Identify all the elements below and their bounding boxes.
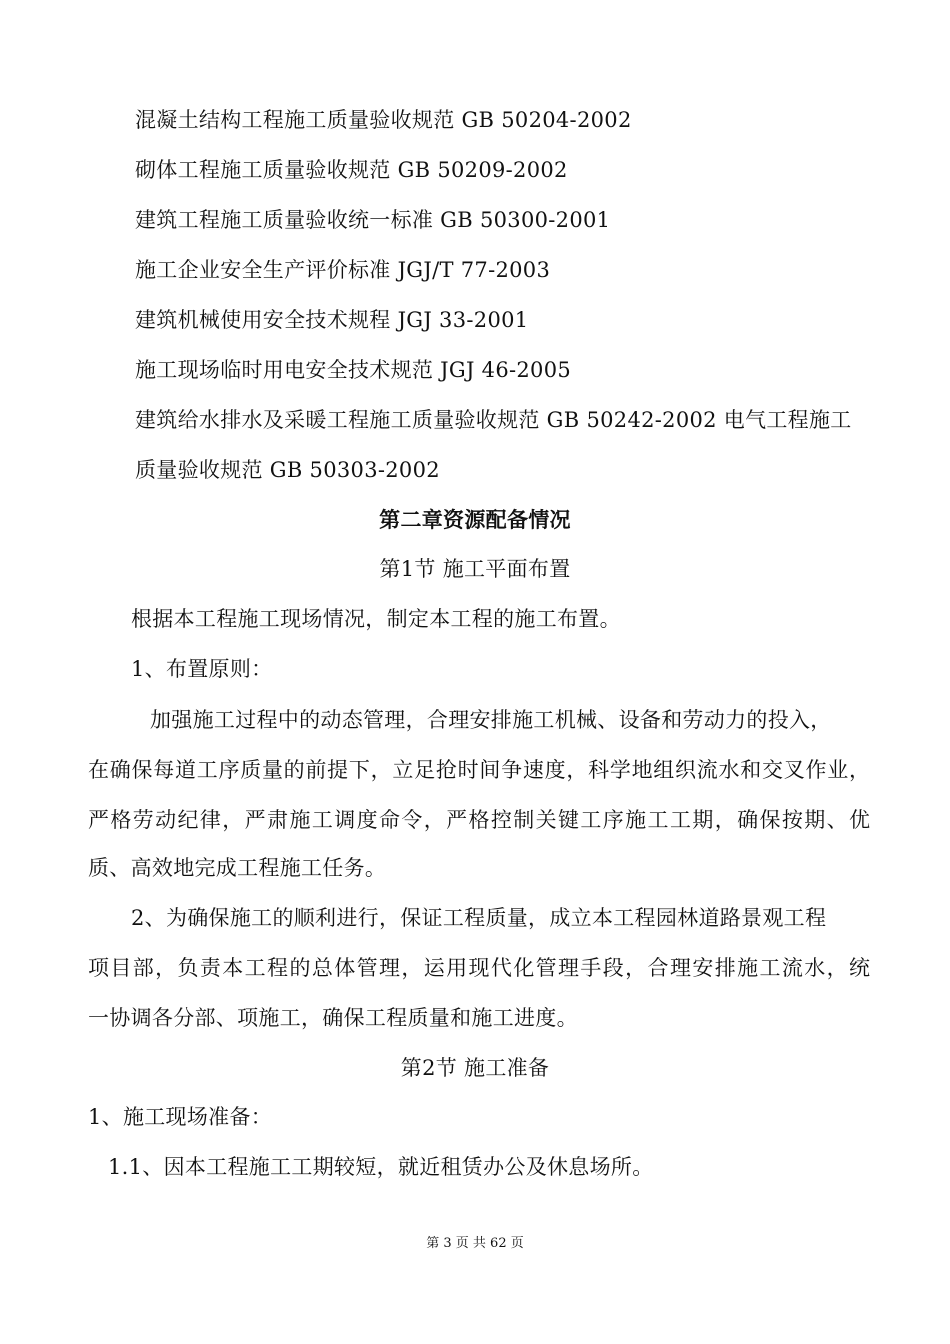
section-1-item-1-line-4: 质、高效地完成工程施工任务。 bbox=[88, 856, 387, 880]
page-footer: 第 3 页 共 62 页 bbox=[426, 1236, 524, 1251]
chapter-title: 第二章资源配备情况 bbox=[379, 507, 571, 532]
section-1-item-2-line-2: 项目部，负责本工程的总体管理，运用现代化管理手段，合理安排施工流水，统 bbox=[88, 956, 870, 980]
standard-line-8: 质量验收规范 GB 50303-2002 bbox=[135, 458, 440, 482]
section-1-item-2-line-1: 2、为确保施工的顺利进行，保证工程质量，成立本工程园林道路景观工程 bbox=[131, 906, 827, 930]
section-2-title: 第2节 施工准备 bbox=[400, 1056, 550, 1080]
section-1-item-1-line-1: 加强施工过程中的动态管理，合理安排施工机械、设备和劳动力的投入， bbox=[150, 708, 832, 732]
standard-line-7: 建筑给水排水及采暖工程施工质量验收规范 GB 50242-2002 电气工程施工 bbox=[135, 408, 852, 432]
section-1-title: 第1节 施工平面布置 bbox=[379, 557, 571, 581]
section-1-intro: 根据本工程施工现场情况，制定本工程的施工布置。 bbox=[131, 607, 621, 631]
standard-line-5: 建筑机械使用安全技术规程 JGJ 33-2001 bbox=[135, 308, 529, 332]
section-1-item-1-line-3: 严格劳动纪律，严肃施工调度命令，严格控制关键工序施工工期，确保按期、优 bbox=[88, 808, 870, 832]
section-2-item-1-1: 1.1、因本工程施工工期较短，就近租赁办公及休息场所。 bbox=[108, 1155, 654, 1179]
section-1-item-2-line-3: 一协调各分部、项施工，确保工程质量和施工进度。 bbox=[88, 1006, 578, 1030]
standard-line-1: 混凝土结构工程施工质量验收规范 GB 50204-2002 bbox=[135, 108, 632, 132]
section-2-item-1-title: 1、施工现场准备： bbox=[88, 1105, 273, 1129]
standard-line-2: 砌体工程施工质量验收规范 GB 50209-2002 bbox=[135, 158, 568, 182]
standard-line-3: 建筑工程施工质量验收统一标准 GB 50300-2001 bbox=[135, 208, 611, 232]
standard-line-6: 施工现场临时用电安全技术规范 JGJ 46-2005 bbox=[135, 358, 572, 382]
section-1-item-1-title: 1、布置原则： bbox=[131, 657, 273, 681]
standard-line-4: 施工企业安全生产评价标准 JGJ/T 77-2003 bbox=[135, 258, 551, 282]
section-1-item-1-line-2: 在确保每道工序质量的前提下，立足抢时间争速度，科学地组织流水和交叉作业， bbox=[88, 758, 870, 782]
